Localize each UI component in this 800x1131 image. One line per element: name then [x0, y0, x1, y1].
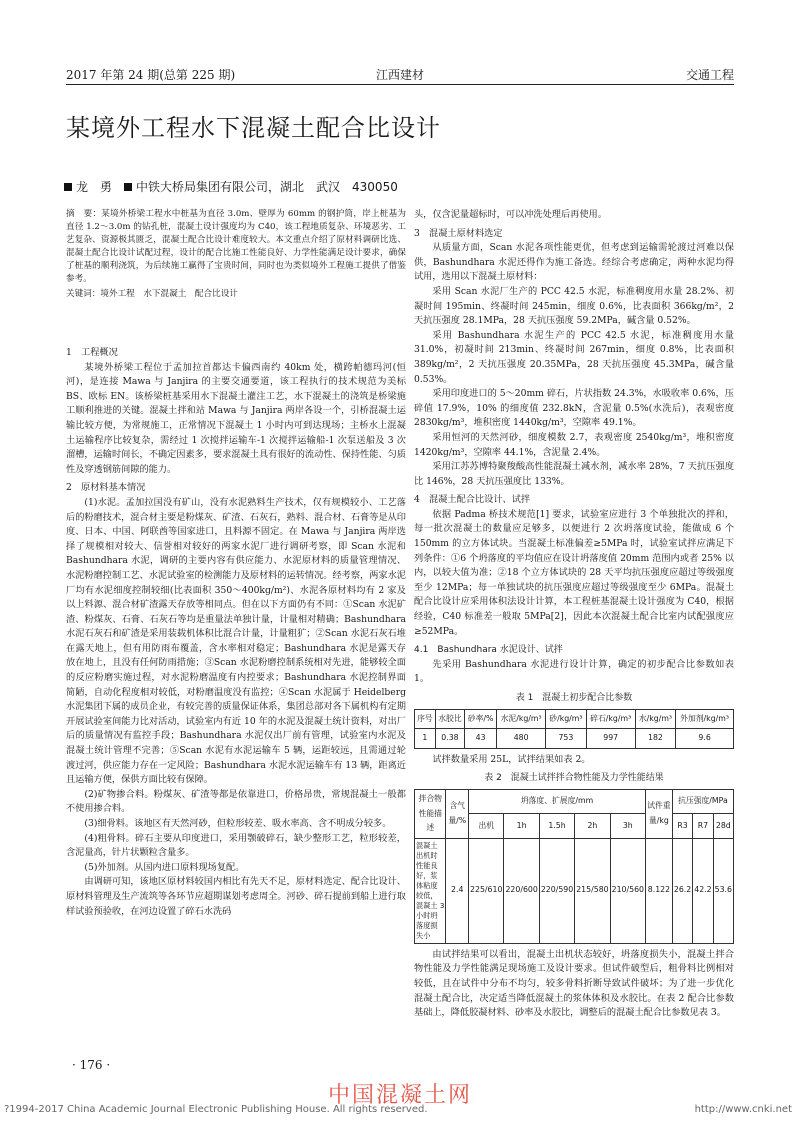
table1-body	[415, 729, 734, 749]
table2-h-slump: 坍落度、扩展度/mm	[469, 789, 646, 813]
right-column	[414, 208, 734, 1021]
table2-row-label: 混凝土出机时性能良好，浆体粘度较低，混凝土 3 小时坍落度损失小	[415, 838, 446, 943]
table1-header-row	[415, 709, 734, 729]
table1-cell: 9.6	[676, 729, 734, 749]
table2-cell: 210/560	[610, 838, 645, 943]
table2-h-strength: 抗压强度/MPa	[672, 789, 733, 813]
source-url: http://www.cnki.net	[694, 1104, 792, 1115]
section-heading: 4 混凝土配合比设计、试拌	[414, 494, 531, 506]
table1-cell: 753	[546, 729, 586, 749]
page-number: · 176 ·	[72, 1058, 111, 1072]
author-name: 龙 勇	[76, 180, 113, 194]
table2-caption: 表 2 混凝土试拌拌合物性能及力学性能结果	[484, 773, 664, 784]
paragraph: 由试拌结果可以看出，混凝土出机状态较好，坍落度损失小，混凝土拌合物性能及力学性能满足现场施工及设计要求。但试件破型后，粗骨料比例相对较低，且在试件中分布不均匀，较多骨料折断导致试件破坏；为了进一步优化混凝土配合比，决定适当降低混凝土的浆体体积及水胶比。在表 2 配合比参数基础上，降低胶凝材料、砂率及水胶比，调整后的混凝土配合比参数见表 3。	[414, 948, 734, 1019]
table1-caption: 表 1 混凝土初步配合比参数	[515, 693, 633, 703]
paragraph: (5)外加剂。从国内进口原料现场复配。	[84, 861, 245, 873]
table2-cell: 26.2	[672, 838, 692, 943]
table1-cell: 0.38	[435, 729, 464, 749]
issue-info: 2017 年第 24 期(总第 225 期)	[66, 68, 236, 82]
table2-cell: 42.2	[693, 838, 713, 943]
table2-h-air: 含气量/%	[446, 789, 469, 838]
table2-cell: 220/600	[504, 838, 539, 943]
paragraph: (1)水泥。孟加拉国没有矿山，没有水泥熟料生产技术，仅有规模较小、工艺落后的粉磨技术，混合材主要是粉煤灰、矿渣、石灰石，熟料、混合材、石膏等是从印度、日本、中国、阿联酋等国家进口，且料源不固定。在 Mawa 与 Janjira 两岸选择了规模相对较大、信誉相对较好的两家水泥厂进行调研考察，即 Scan 水泥和 Bashundhara 水泥，调研的主要内容有供应能力、水泥原材料的质量管理情况、水泥粉磨控制工艺、水泥试验室的检测能力及原材料的运转情况。经考察，两家水泥厂均有水泥细度控制较细(比表面积 350～400kg/m²)、水泥各原材料均有 2 家及以上料源、混合材矿渣露天存放等相同点。但在以下方面仍有不同：①Scan 水泥矿渣、粉煤灰、石膏、石灰石等均是重量法单独计量，计量相对精确；Bashundhara 水泥石灰石和矿渣是采用装载机体积比混合计量，计量粗犷；②Scan 水泥石灰石堆在露天地上，但有用防雨布覆盖，含水率相对稳定；Bashundhara 水泥是露天存放在地上，且没有任何防雨措施；③Scan 水泥粉磨控制系统相对先进，能够较全面的反应粉磨实施过程，对水泥粉磨温度有内控要求；Bashundhara 水泥控制界面简陋，自动化程度相对较低，对粉磨温度没有监控；④Scan 水泥属于 Heidelberg 水泥集团下属的成员企业，有较完善的质量保证体系，集团总部对各下属机构有定期开展试验室间能力比对活动，试验室内有近 10 年的水泥及混凝土统计资料，对出厂后的质量情况有监控手段；Bashundhara 水泥仅出厂前有管理，试验室内水泥及混凝土统计管理不完善；⑤Scan 水泥有水泥运输车 5 辆，运距较远，且需通过轮渡过河，供应能力存在一定风险；Bashundhara 水泥水泥运输车有 13 辆，距离近且运输方便，保供方面比较有保障。	[66, 496, 406, 786]
paragraph: 某境外桥梁工程位于孟加拉首都达卡偏西南约 40km 处，横跨帕德玛河(恒河)，是连接 Mawa 与 Janjira 的主要交通要道，该工程执行的技术规范为美标 BS、欧标 EN。该桥梁桩基采用水下混凝土灌注工艺，水下混凝土的浇筑是桥梁施工顺利推进的关键。混凝土拌和站 Mawa 与 Janjira 两岸各设一个，引桥混凝土运输比较方便，为常规施工，正常情况下混凝土 1 小时内可到达现场；主桥水上混凝土运输程序比较复杂，需经过 1 次搅拌运输车-1 次搅拌运输船-1 次泵送船及 3 次溜槽，运输时间长，不确定因素多，要求混凝土具有很好的流动性、保持性能、匀质性及穿透钢筋间隙的能力。	[66, 361, 406, 475]
paragraph: 采用印度进口的 5～20mm 碎石，片状指数 24.3%，水吸收率 0.6%，压碎值 17.9%，10% 的细度值 232.8kN，含泥量 0.5%(水洗后)，表观密度 2830kg/m³，堆积密度 1440kg/m³，空隙率 49.1%。	[414, 388, 734, 429]
table1-column-header: 水胶比	[435, 709, 464, 729]
table1-column-header: 碎石/kg/m³	[586, 709, 635, 729]
paragraph: 采用 Scan 水泥厂生产的 PCC 42.5 水泥，标准稠度用水量 28.2%、初凝时间 195min、终凝时间 245min，细度 0.6%，比表面积 366kg/m²，2 天抗压强度 28.1MPa，28 天抗压强度 59.2MPa，碱含量 0.52%。	[414, 285, 734, 327]
copyright-text: ?1994-2017 China Academic Journal Electronic Publishing House. All rights reserved.	[4, 1104, 428, 1115]
table1-cell: 997	[586, 729, 635, 749]
table1-column-header: 序号	[415, 709, 436, 729]
journal-name: 江西建材	[375, 68, 424, 82]
table2-time-header: 3h	[610, 814, 645, 838]
paragraph: 先采用 Bashundhara 水泥进行设计计算，确定的初步配合比参数如表 1。	[414, 658, 734, 685]
paragraph: 头，仅含泥量超标时，可以冲洗处理后再使用。	[414, 209, 607, 220]
paragraph: (4)粗骨料。碎石主要从印度进口，采用颚破碎石，缺少整形工艺，粒形较差，含泥量高，针片状颗粒含量多。	[66, 832, 406, 859]
table2-time-header: 1h	[504, 814, 539, 838]
footer	[4, 1104, 792, 1120]
table1-column-header: 砂率/%	[465, 709, 497, 729]
article-title: 某境外工程水下混凝土配合比设计	[66, 114, 441, 142]
square-bullet-icon	[124, 183, 132, 191]
table2-cell: 2.4	[446, 838, 469, 943]
table2-time-header: 1.5h	[539, 814, 574, 838]
paragraph: 由调研可知，该地区原材料较国内相比有先天不足，原材料选定、配合比设计、原材料管理及生产流筑等各环节应超期谋划考虑周全。河砂、碎石提前到船上进行取样试验预验收，在河边设置了碎石水洗码	[66, 876, 406, 917]
author-affiliation: 中铁大桥局集团有限公司，湖北 武汉 430050	[136, 180, 398, 194]
abstract-block	[66, 208, 406, 301]
paragraph: 采用江苏苏博特聚羧酸高性能混凝土减水剂，减水率 28%，7 天抗压强度比 146%，28 天抗压强度比 133%。	[414, 461, 734, 487]
table1-column-header: 水泥/kg/m³	[497, 709, 546, 729]
between-tables-text: 试拌数量采用 25L，试拌结果如表 2。	[432, 753, 591, 765]
paragraph: 从质量方面，Scan 水泥各项性能更优，但考虑到运输需轮渡过河难以保供，Bashundhara 水泥还得作为施工备选。经综合考虑确定，两种水泥均得试用，选用以下混凝土原材料：	[414, 242, 734, 283]
abstract-text: 摘 要：某境外桥梁工程水中桩基为直径 3.0m、壁厚为 60mm 的钢护筒，岸上桩基为直径 1.2～3.0m 的钻孔桩，混凝土设计强度均为 C40，该工程地质复杂、环境恶劣、工艺复杂、资源极其匮乏，混凝土配合比设计难度较大。本文重点介绍了原材料调研比选、混凝土配合比设计试配过程，设计的配合比施工性能良好、力学性能满足设计要求，确保了桩基的顺利浇筑，为后续施工赢得了宝贵时间，同时也为类似境外工程施工提供了借鉴参考。	[66, 209, 406, 284]
table2-age-header: 28d	[713, 814, 733, 838]
section-heading: 1 工程概况	[66, 347, 118, 358]
table2-age-header: R7	[693, 814, 713, 838]
table2-h-perf: 拌合物性能描述	[415, 789, 446, 838]
table2-h-weight: 试件重量/kg	[646, 789, 673, 838]
square-bullet-icon	[64, 183, 72, 191]
table1	[414, 709, 734, 749]
table2-cell: 53.6	[713, 838, 733, 943]
table2	[414, 789, 734, 944]
table1-column-header: 外加剂/kg/m³	[676, 709, 734, 729]
table2-time-header: 2h	[575, 814, 610, 838]
table2-age-header: R3	[672, 814, 692, 838]
table1-column-header: 砂/kg/m³	[546, 709, 586, 729]
right-column-top	[414, 208, 734, 687]
column-name: 交通工程	[685, 68, 734, 82]
running-header	[66, 66, 734, 84]
keywords: 关键词：境外工程 水下混凝土 配合比设计	[66, 289, 238, 299]
paragraph: 依据 Padma 桥技术规范[1] 要求，试验室应进行 3 个单独批次的拌和，每一批次混凝土的数量应足够多，以便进行 2 次坍落度试验，能做成 6 个 150mm 的立方体试块。当混凝土标准偏差≥5MPa 时，试验室试拌应满足下列条件：①6 个坍落度的平均值应在设计坍落度值 20mm 范围内或者 25% 以内，以较大值为准；②18 个立方体试块的 28 天平均抗压强度应超过等级强度至少 12MPa；每一单独试块的抗压强度应超过等级强度至少 6MPa。混凝土配合比设计应采用体积法设计计算，本工程桩基混凝土设计强度为 C40，根据经验，C40 标准差一般取 5MPa[2]，因此本次混凝土配合比室内试配强度应≥52MPa。	[414, 508, 734, 637]
table2-cell: 220/590	[539, 838, 574, 943]
watermark: 中国混凝土网	[328, 1083, 473, 1108]
table-row	[415, 729, 734, 749]
left-column	[66, 342, 406, 919]
right-column-bottom	[414, 948, 734, 1021]
table2-cell: 225/610	[469, 838, 504, 943]
table1-cell: 1	[415, 729, 436, 749]
section-heading: 2 原材料基本情况	[66, 482, 146, 494]
paragraph: (3)细骨料。该地区有天然河砂，但粒形较差、吸水率高、含不明成分较多。	[84, 818, 392, 829]
table1-cell: 480	[497, 729, 546, 749]
paragraph: 采用 Bashundhara 水泥生产的 PCC 42.5 水泥，标准稠度用水量 31.0%，初凝时间 213min、终凝时间 267min，细度 0.8%，比表面积 389kg/m²，2 天抗压强度 20.35MPa，28 天抗压强度 45.3MPa，碱含量 0.53%。	[414, 329, 734, 385]
table2-time-header: 出机	[469, 814, 504, 838]
paragraph: 采用恒河的天然河砂，细度模数 2.7，表观密度 2540kg/m³，堆积密度 1420kg/m³，空隙率 44.1%，含泥量 2.4%。	[414, 431, 734, 458]
subsection-heading: 4.1 Bashundhara 水泥设计、试拌	[414, 645, 563, 656]
table2-header-row	[415, 789, 734, 813]
table-row	[415, 838, 734, 943]
table1-cell: 43	[465, 729, 497, 749]
header-rule	[66, 84, 734, 85]
table1-cell: 182	[635, 729, 675, 749]
section-heading: 3 混凝土原材料选定	[414, 227, 503, 239]
paragraph: (2)矿物掺合料。粉煤灰、矿渣等都是依靠进口，价格昂贵，常规混凝土一般都不使用掺合料。	[66, 788, 406, 815]
table2-cell: 215/580	[575, 838, 610, 943]
table1-column-header: 水/kg/m³	[635, 709, 675, 729]
table2-cell: 8.122	[646, 838, 673, 943]
author-line	[64, 178, 398, 195]
